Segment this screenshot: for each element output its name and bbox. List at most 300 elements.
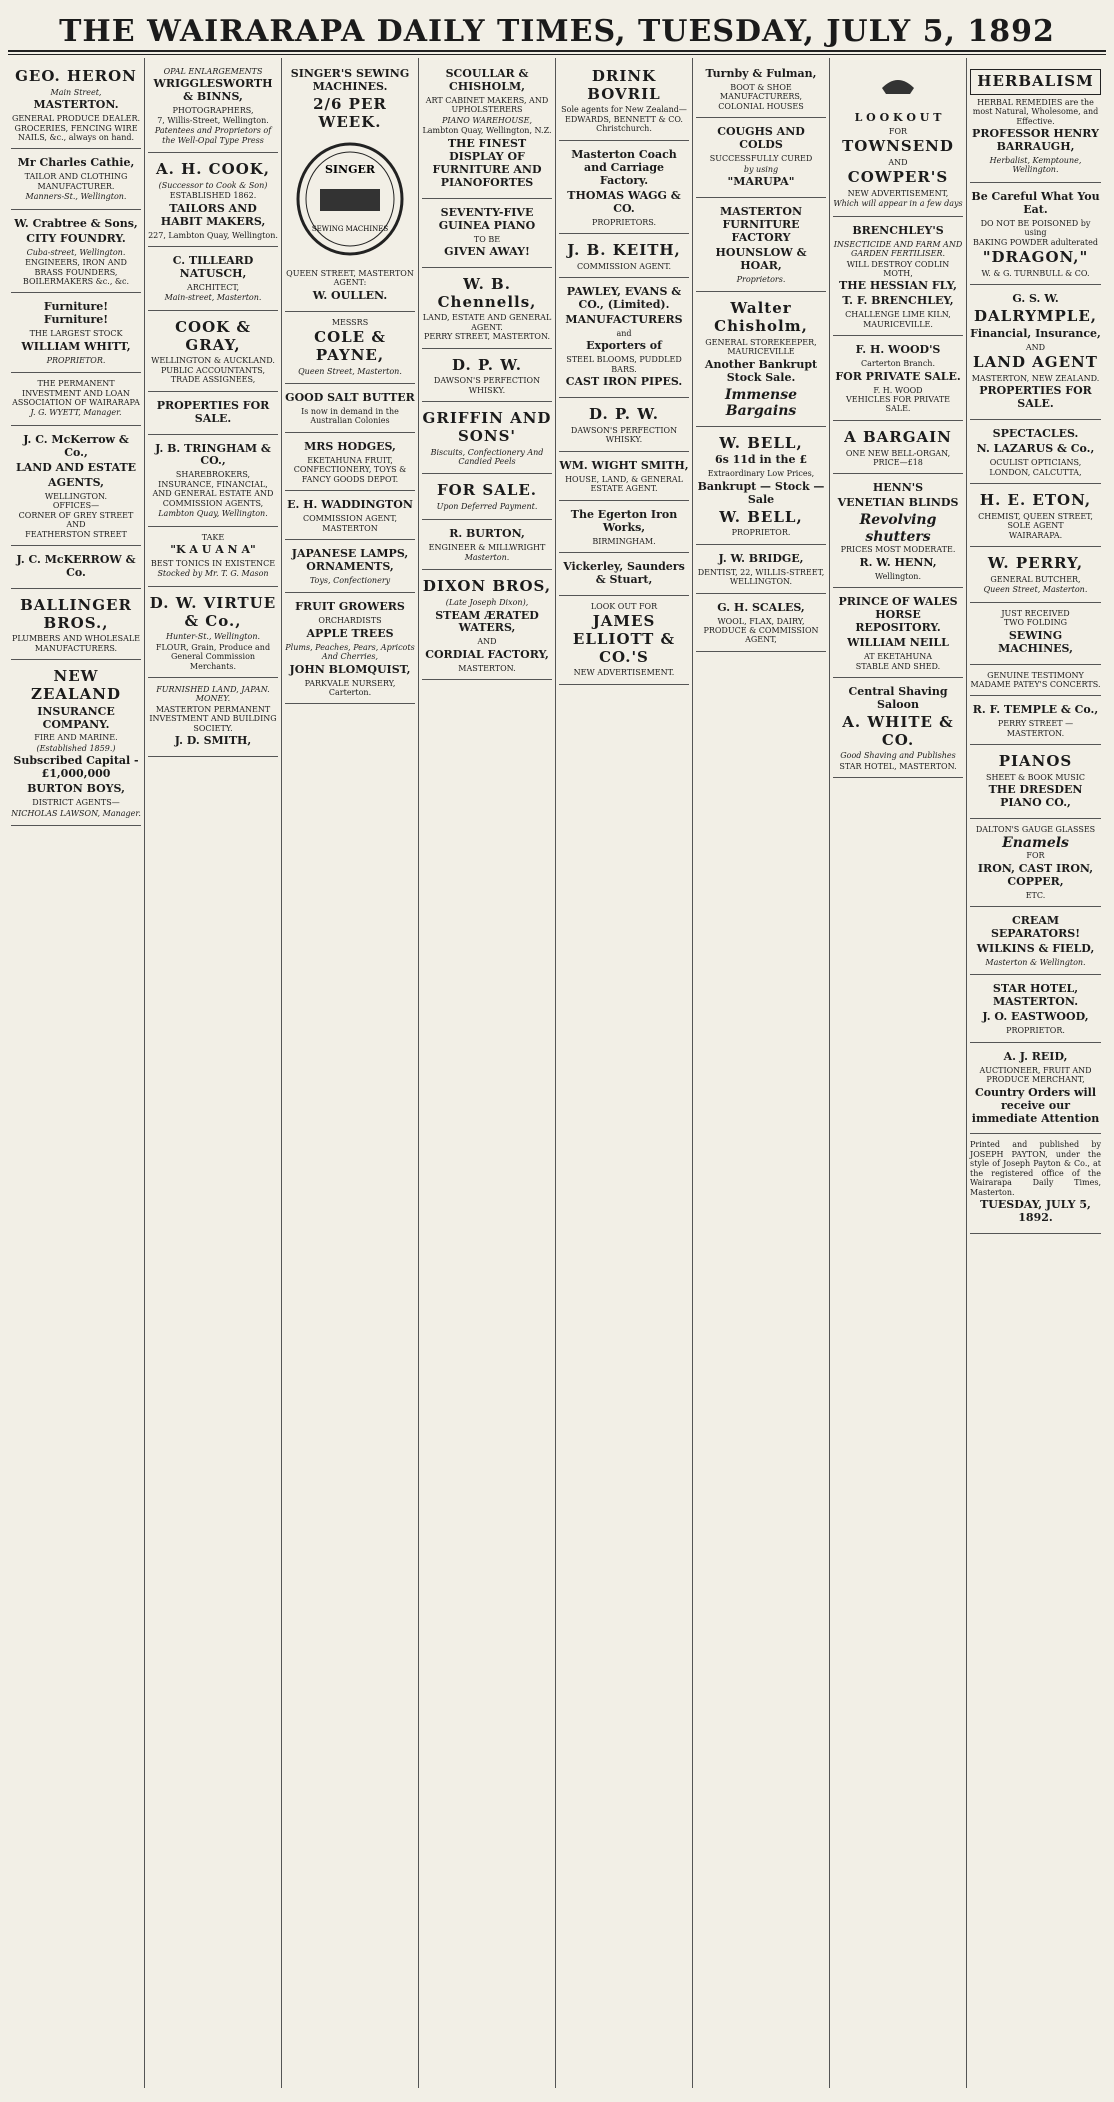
ad-title: OPAL ENLARGEMENTS bbox=[163, 67, 263, 76]
ad-line: AND bbox=[477, 637, 497, 647]
ad-title: J. B. KEITH, bbox=[567, 240, 681, 259]
ad-salt-butter bbox=[285, 384, 415, 433]
ad-line: (Late Joseph Dixon), bbox=[445, 598, 529, 608]
ad-line: Lambton Quay, Wellington. bbox=[158, 509, 268, 519]
ad-line: TO BE bbox=[473, 234, 501, 244]
ad-line: HOUNSLOW & HOAR, bbox=[715, 245, 807, 272]
ad-mckerrow bbox=[11, 426, 141, 546]
ad-line: Financial, Insurance, bbox=[970, 326, 1101, 340]
masthead-rule-thin bbox=[8, 54, 1106, 55]
ad-title: PROPERTIES FOR SALE. bbox=[156, 398, 270, 425]
ad-eton bbox=[970, 484, 1101, 547]
ad-separators bbox=[970, 907, 1101, 975]
ad-line: Extraordinary Low Prices, bbox=[707, 469, 815, 479]
ad-line: GROCERIES, FENCING WIRE NAILS, &c., always on hand. bbox=[14, 123, 138, 142]
imprint bbox=[970, 1134, 1101, 1234]
ad-line: "DRAGON," bbox=[982, 248, 1089, 267]
ad-line: TAILOR AND CLOTHING MANUFACTURER. bbox=[24, 172, 128, 191]
ad-line: INSECTICIDE AND FARM AND GARDEN FERTILISER. bbox=[833, 239, 963, 259]
ad-line: THE HESSIAN FLY, bbox=[839, 279, 957, 293]
ad-line: W. OULLEN. bbox=[312, 288, 388, 302]
ad-line: ENGINEERS, IRON AND BRASS FOUNDERS, BOILERMAKERS &c., &c. bbox=[22, 258, 130, 286]
ad-line: CHEMIST, QUEEN STREET, bbox=[978, 511, 1093, 521]
ad-burton bbox=[422, 520, 552, 571]
ad-line: FOR bbox=[888, 126, 908, 136]
ad-title: HERBALISM bbox=[970, 69, 1101, 95]
ad-line: PROPRIETOR. bbox=[46, 355, 106, 365]
ad-line: LONDON, CALCUTTA, bbox=[989, 467, 1082, 477]
ad-title: Vickerley, Saunders & Stuart, bbox=[563, 560, 685, 586]
ad-title: Turnby & Fulman, bbox=[705, 67, 817, 80]
ad-line: FIRE AND MARINE. bbox=[34, 733, 118, 743]
ad-line: GENERAL BUTCHER, bbox=[990, 574, 1081, 584]
ad-title: The Egerton Iron Works, bbox=[570, 507, 678, 534]
column-5 bbox=[556, 58, 693, 2088]
ad-line: Good Shaving and Publishes bbox=[840, 751, 956, 761]
ad-title: PIANOS bbox=[998, 752, 1073, 771]
ad-title: Furniture! Furniture! bbox=[43, 300, 109, 327]
ad-title: GENUINE TESTIMONY bbox=[987, 670, 1084, 680]
ad-title: MASTERTON FURNITURE FACTORY bbox=[720, 205, 802, 244]
ad-line: "MARUPA" bbox=[727, 175, 795, 189]
ad-line: Hunter-St., Wellington. bbox=[165, 632, 261, 642]
ad-line: Patentees and Proprietors of the Well-Opal Type Press bbox=[154, 126, 272, 145]
ad-line: PIANO WAREHOUSE, bbox=[441, 115, 533, 125]
ad-line: MASTERTON bbox=[322, 523, 378, 533]
ad-line: EDWARDS, BENNETT & CO. Christchurch. bbox=[565, 114, 683, 134]
ad-title: J. C. McKerrow & Co., bbox=[23, 432, 129, 459]
imprint-text: Printed and published by JOSEPH PAYTON, under the style of Joseph Payton & Co., at the registered office of the Wairarapa Daily Times, Masterton. bbox=[970, 1140, 1101, 1197]
ad-perry bbox=[970, 547, 1101, 603]
ad-line: Queen Street, Masterton. bbox=[983, 585, 1088, 595]
ad-opal bbox=[148, 60, 278, 153]
ad-hodges bbox=[285, 433, 415, 491]
ad-line: PHOTOGRAPHERS, bbox=[172, 106, 254, 116]
ad-cole-payne bbox=[285, 312, 415, 384]
ad-line: J. O. EASTWOOD, bbox=[982, 1010, 1089, 1024]
ad-line: PARKVALE NURSERY, Carterton. bbox=[304, 678, 396, 698]
ad-line: A. WHITE & CO. bbox=[842, 712, 954, 749]
ad-line: FLOUR, Grain, Produce and General Commission Merchants. bbox=[155, 642, 271, 671]
ad-line: Another Bankrupt Stock Sale. bbox=[704, 357, 818, 384]
ad-line: IRON, CAST IRON, COPPER, bbox=[977, 861, 1094, 888]
ad-title: SPECTACLES. bbox=[992, 427, 1079, 441]
ad-marupa bbox=[696, 118, 826, 198]
ad-line: WILLIAM NEILL bbox=[847, 636, 949, 650]
ad-cathie bbox=[11, 149, 141, 209]
ad-price: 2/6 PER WEEK. bbox=[313, 94, 387, 131]
ad-line: GIVEN AWAY! bbox=[444, 244, 530, 258]
ad-line: OFFICES— bbox=[52, 501, 100, 511]
ad-keith bbox=[559, 234, 689, 278]
ad-title: TOWNSEND bbox=[842, 137, 954, 156]
ad-title: H. E. ETON, bbox=[979, 491, 1092, 510]
ad-japanese bbox=[285, 540, 415, 593]
ad-vickerley bbox=[559, 553, 689, 596]
ad-furnished bbox=[148, 678, 278, 757]
ad-line: AND bbox=[1025, 342, 1046, 352]
ad-title: D. P. W. bbox=[589, 405, 659, 424]
ad-line: APPLE TREES bbox=[306, 626, 394, 640]
ad-line: Masterton & Wellington. bbox=[985, 957, 1086, 967]
ad-line: WELLINGTON & AUCKLAND. bbox=[151, 356, 275, 366]
ad-title: COLE & PAYNE, bbox=[314, 328, 386, 364]
ad-line: THE FINEST DISPLAY OF FURNITURE AND PIANOFORTES bbox=[432, 136, 542, 189]
ad-line: VENETIAN BLINDS bbox=[837, 496, 959, 510]
ad-line: AND bbox=[888, 157, 908, 167]
ad-title: GRIFFIN AND SONS' bbox=[422, 409, 552, 445]
ad-line: W. & G. TURNBULL & CO. bbox=[981, 268, 1090, 278]
ad-coach bbox=[559, 141, 689, 234]
ad-dpw-2 bbox=[559, 398, 689, 452]
ad-title: FRUIT GROWERS bbox=[295, 600, 405, 614]
ad-line: COLONIAL HOUSES bbox=[718, 101, 804, 111]
ad-line: BURTON BOYS, bbox=[27, 782, 125, 796]
ad-line: NEW ADVERTISEMENT, bbox=[847, 188, 949, 198]
ad-title: W. BELL, bbox=[719, 433, 803, 452]
ad-turnby bbox=[696, 60, 826, 118]
ad-title: SCOULLAR & CHISHOLM, bbox=[445, 67, 529, 93]
ad-line: and bbox=[616, 329, 632, 338]
ad-line: FOR PRIVATE SALE. bbox=[835, 369, 961, 383]
ad-line: F. H. WOOD bbox=[873, 385, 923, 395]
ad-line: WELLINGTON. bbox=[44, 491, 108, 501]
ad-baking bbox=[970, 183, 1101, 285]
ad-line: PLUMBERS AND WHOLESALE MANUFACTURERS. bbox=[11, 634, 140, 653]
ad-line: THOMAS WAGG & CO. bbox=[567, 188, 681, 215]
ad-line: MASTERTON, NEW ZEALAND. bbox=[971, 373, 1100, 383]
ad-herbalism bbox=[970, 60, 1101, 183]
ad-line: COWPER'S bbox=[847, 168, 949, 187]
ad-line: NEW ADVERTISEMENT. bbox=[573, 668, 675, 678]
ad-title: THE PERMANENT INVESTMENT AND LOAN ASSOCIATION OF WAIRARAPA bbox=[12, 379, 140, 408]
ad-line: SHEET & BOOK MUSIC bbox=[985, 772, 1086, 782]
ad-line: NICHOLAS LAWSON, Manager. bbox=[11, 808, 141, 818]
ad-title: BRENCHLEY'S bbox=[852, 223, 944, 237]
column-4 bbox=[419, 58, 556, 2088]
ad-line: MESSRS bbox=[331, 317, 369, 327]
ad-cook-gray bbox=[148, 311, 278, 392]
ad-for-sale bbox=[422, 474, 552, 519]
ad-title: F. H. WOOD'S bbox=[855, 343, 941, 357]
ad-permanent bbox=[11, 373, 141, 426]
ad-line: PROPRIETORS. bbox=[591, 217, 657, 227]
ad-line: MASTERTON. bbox=[33, 98, 119, 112]
ad-line: FEATHERSTON STREET bbox=[25, 529, 127, 539]
ad-title: Walter Chisholm, bbox=[714, 299, 808, 336]
ad-dixon bbox=[422, 570, 552, 680]
column-6 bbox=[693, 58, 830, 2088]
ad-line: Exporters of bbox=[586, 339, 662, 353]
ad-line: LAND AND ESTATE bbox=[15, 460, 137, 474]
ad-title: STAR HOTEL, MASTERTON. bbox=[992, 982, 1079, 1009]
ad-line: CAST IRON PIPES. bbox=[565, 375, 683, 389]
ad-line: THE LARGEST STOCK bbox=[29, 329, 123, 339]
ad-title: FOR SALE. bbox=[436, 481, 538, 500]
ad-chisholm bbox=[696, 292, 826, 426]
column-1 bbox=[8, 58, 145, 2088]
ad-bargain bbox=[833, 421, 963, 475]
ad-title: D. P. W. bbox=[452, 355, 522, 374]
ad-title: SINGER'S SEWING MACHINES. bbox=[290, 67, 410, 93]
ad-line: BIRMINGHAM. bbox=[592, 536, 656, 546]
ad-line: LAND AGENT bbox=[973, 353, 1098, 372]
ad-line: GENERAL PRODUCE DEALER. bbox=[11, 114, 141, 124]
ad-line: (Successor to Cook & Son) bbox=[158, 180, 268, 190]
ad-line: PROFESSOR HENRY BARRAUGH, bbox=[972, 127, 1099, 153]
ad-title: PAWLEY, EVANS & CO., (Limited). bbox=[566, 285, 682, 312]
ad-line: BAKING POWDER adulterated bbox=[973, 237, 1098, 247]
ad-title: G. S. W. bbox=[1012, 292, 1059, 306]
ad-line: ETC. bbox=[1025, 890, 1046, 900]
ad-title: J. B. TRINGHAM & CO., bbox=[155, 441, 271, 468]
ad-title: A. H. COOK, bbox=[155, 160, 271, 179]
ad-title: J. C. McKERROW & Co. bbox=[16, 552, 136, 579]
ad-scoullar bbox=[422, 60, 552, 199]
ad-scales bbox=[696, 594, 826, 652]
ad-line: Main-street, Masterton. bbox=[164, 293, 262, 303]
ad-singer bbox=[285, 60, 415, 312]
ad-line: WAIRARAPA. bbox=[1008, 530, 1063, 540]
ad-line: ENGINEER & MILLWRIGHT bbox=[428, 542, 546, 552]
ad-line: LAND, ESTATE AND GENERAL AGENT. bbox=[422, 313, 552, 332]
ad-line: Country Orders will receive our immediate Attention bbox=[971, 1085, 1100, 1125]
ad-line: J. D. SMITH, bbox=[174, 734, 252, 748]
ad-natusch bbox=[148, 247, 278, 311]
ad-line: AT EKETAHUNA bbox=[863, 652, 933, 662]
ad-line: Lambton Quay, Wellington, N.Z. bbox=[422, 126, 552, 136]
column-8 bbox=[967, 58, 1104, 2088]
ad-line: GENERAL STOREKEEPER, bbox=[705, 337, 817, 347]
ad-line: WOOL, FLAX, DAIRY, PRODUCE & COMMISSION AGENT, bbox=[703, 616, 819, 645]
ad-title: R. BURTON, bbox=[449, 526, 525, 540]
ad-sewing-machines bbox=[970, 603, 1101, 665]
ad-line: CORNER OF GREY STREET bbox=[18, 510, 134, 520]
ad-title: D. W. VIRTUE & Co., bbox=[149, 593, 277, 630]
newspaper-title: THE WAIRARAPA DAILY TIMES, TUESDAY, JULY 5, 1892 bbox=[59, 14, 1055, 49]
ad-line: PRICES MOST MODERATE. bbox=[840, 545, 956, 555]
ad-line: DO NOT BE POISONED by using bbox=[980, 218, 1091, 238]
ad-line: DENTIST, 22, WILLIS-STREET, WELLINGTON. bbox=[697, 567, 825, 587]
ad-wood bbox=[833, 336, 963, 421]
ad-nz-insurance bbox=[11, 660, 141, 826]
ad-line: ESTABLISHED 1862. bbox=[169, 191, 257, 201]
ad-elliott bbox=[559, 596, 689, 685]
ad-waddington bbox=[285, 491, 415, 540]
ad-bell bbox=[696, 427, 826, 545]
ad-dpw bbox=[422, 349, 552, 403]
ad-line: Sole agents for New Zealand— bbox=[561, 105, 687, 115]
ad-line: W. BELL, bbox=[719, 507, 803, 526]
ad-line: DALRYMPLE, bbox=[974, 307, 1097, 326]
ad-title: FURNISHED LAND, JAPAN. MONEY. bbox=[156, 685, 270, 704]
ad-wales bbox=[833, 588, 963, 678]
ad-line: T. F. BRENCHLEY, bbox=[842, 294, 954, 308]
ad-title: Central Shaving Saloon bbox=[848, 685, 948, 712]
ad-ballinger bbox=[11, 589, 141, 660]
ad-line: STAR HOTEL, MASTERTON. bbox=[839, 761, 957, 771]
ad-geo-heron bbox=[11, 60, 141, 149]
ad-title: WM. WIGHT SMITH, bbox=[559, 458, 689, 472]
ad-line: R. W. HENN, bbox=[859, 555, 937, 569]
ad-line: 7, Willis-Street, Wellington. bbox=[157, 115, 269, 125]
ad-line: AND bbox=[66, 520, 86, 530]
ad-title: GOOD SALT BUTTER bbox=[285, 391, 415, 405]
ad-brenchley bbox=[833, 217, 963, 337]
ad-cook bbox=[148, 153, 278, 247]
ad-line: DAWSON'S PERFECTION WHISKY. bbox=[570, 425, 678, 445]
ad-title: Be Careful What You Eat. bbox=[971, 189, 1100, 216]
ad-line: Which will appear in a few days bbox=[833, 199, 963, 209]
ad-temple bbox=[970, 696, 1101, 745]
ad-line: (Established 1859.) bbox=[36, 743, 116, 753]
ad-line: VEHICLES FOR PRIVATE SALE. bbox=[845, 395, 951, 414]
ad-title: C. TILLEARD NATUSCH, bbox=[172, 254, 254, 281]
ad-line: DAWSON'S PERFECTION WHISKY. bbox=[433, 376, 541, 395]
ad-line: TAILORS AND HABIT MAKERS, bbox=[160, 201, 266, 228]
ad-line: Carterton Branch. bbox=[860, 359, 935, 369]
ad-line: TWO FOLDING bbox=[1003, 618, 1068, 628]
ad-virtue bbox=[148, 587, 278, 678]
ad-blinds bbox=[833, 474, 963, 588]
ad-line: THE DRESDEN PIANO CO., bbox=[988, 783, 1083, 810]
ad-title: BALLINGER BROS., bbox=[20, 595, 132, 632]
ad-title: MRS HODGES, bbox=[304, 439, 396, 453]
ad-star-hotel bbox=[970, 975, 1101, 1042]
ad-spectacles bbox=[970, 420, 1101, 484]
ad-line: PROPERTIES FOR SALE. bbox=[979, 384, 1092, 411]
ad-testimony bbox=[970, 665, 1101, 697]
ad-line: Main Street, bbox=[50, 87, 102, 97]
ad-line: SHAREBROKERS, INSURANCE, FINANCIAL, AND GENERAL ESTATE AND COMMISSION AGENTS, bbox=[152, 470, 274, 508]
ad-furniture bbox=[11, 293, 141, 373]
ad-griffin bbox=[422, 402, 552, 474]
ad-title: COUGHS AND COLDS bbox=[717, 125, 805, 152]
column-2 bbox=[145, 58, 282, 2088]
ad-title: NEW ZEALAND bbox=[31, 667, 121, 703]
ad-line: MAURICEVILLE bbox=[727, 347, 795, 357]
ad-line: PROPRIETOR. bbox=[1006, 1026, 1065, 1036]
ad-title: W. PERRY, bbox=[987, 554, 1084, 573]
ad-title: W. Crabtree & Sons, bbox=[14, 216, 138, 230]
ad-egerton bbox=[559, 501, 689, 553]
ad-line: Upon Deferred Payment. bbox=[436, 502, 538, 512]
ad-properties bbox=[148, 392, 278, 435]
ad-dalrymple bbox=[970, 285, 1101, 420]
ad-line: 227, Lambton Quay, Wellington. bbox=[148, 230, 278, 240]
masthead bbox=[0, 0, 1114, 48]
ad-title: JAMES ELLIOTT & CO.'S bbox=[572, 612, 676, 666]
ad-line: AGENT: bbox=[333, 278, 367, 288]
ad-line: J. G. WYETT, Manager. bbox=[30, 408, 122, 418]
ad-line: JUST RECEIVED bbox=[1001, 608, 1070, 618]
emblem-text-bottom: SEWING MACHINES bbox=[311, 225, 389, 234]
ad-line: STEEL BLOOMS, PUDDLED BARS. bbox=[566, 355, 682, 374]
ad-line: JOHN BLOMQUIST, bbox=[289, 662, 411, 676]
ad-line: N. LAZARUS & Co., bbox=[976, 442, 1095, 456]
ad-line: Plums, Peaches, Pears, Apricots And Cherries, bbox=[285, 642, 415, 662]
ad-title: R. F. TEMPLE & Co., bbox=[972, 703, 1099, 717]
ad-line: Cuba-street, Wellington. bbox=[26, 247, 126, 257]
ad-line: STEAM ÆRATED WATERS, bbox=[435, 608, 539, 635]
ad-line: STABLE AND SHED. bbox=[855, 661, 941, 671]
ad-line: WILLIAM WHITT, bbox=[21, 339, 131, 353]
ad-title: PRINCE OF WALES HORSE REPOSITORY. bbox=[838, 595, 958, 635]
ad-furniture-factory bbox=[696, 198, 826, 292]
ad-title: SEVENTY-FIVE GUINEA PIANO bbox=[438, 205, 536, 232]
ad-line: MANUFACTURERS bbox=[565, 313, 683, 327]
ad-reid bbox=[970, 1043, 1101, 1135]
ad-wight-smith bbox=[559, 452, 689, 501]
ad-pianos bbox=[970, 745, 1101, 819]
ad-tringham bbox=[148, 435, 278, 527]
ad-line: TAKE bbox=[201, 532, 225, 542]
ad-fruit bbox=[285, 593, 415, 704]
ad-line: Is now in demand in the Australian Colonies bbox=[301, 406, 399, 426]
ad-line: BEST TONICS IN EXISTENCE bbox=[150, 559, 276, 569]
saddle-icon bbox=[878, 66, 918, 106]
ad-line: HERBAL REMEDIES are the most Natural, Wholesome, and Effective. bbox=[972, 97, 1099, 126]
ad-title: CREAM SEPARATORS! bbox=[990, 914, 1081, 941]
ad-line: MADAME PATEY'S CONCERTS. bbox=[970, 679, 1101, 689]
ad-line: Masterton. bbox=[464, 552, 510, 562]
ad-line: LOOK OUT FOR bbox=[590, 601, 658, 611]
ad-line: EKETAHUNA FRUIT, CONFECTIONERY, TOYS & FANCY GOODS DEPOT. bbox=[293, 455, 407, 484]
masthead-rule bbox=[8, 50, 1106, 52]
ad-line: AUCTIONEER, FRUIT AND PRODUCE MERCHANT, bbox=[979, 1065, 1092, 1085]
ad-shaving bbox=[833, 678, 963, 778]
ad-piano-giveaway bbox=[422, 199, 552, 268]
ad-line: AGENTS, bbox=[48, 475, 104, 489]
ad-line: Biscuits, Confectionery And Candied Peels bbox=[430, 447, 544, 466]
ad-title: DIXON BROS, bbox=[422, 577, 552, 596]
column-3 bbox=[282, 58, 419, 2088]
columns bbox=[8, 58, 1106, 2088]
ad-line: SUCCESSFULLY CURED bbox=[709, 154, 813, 164]
ad-line: Bankrupt — Stock — Sale bbox=[697, 479, 825, 506]
ad-title: DALTON'S GAUGE GLASSES bbox=[975, 825, 1096, 835]
ad-lookout bbox=[833, 60, 963, 217]
ad-line: Stocked by Mr. T. G. Mason bbox=[157, 569, 269, 579]
ad-line: QUEEN STREET, MASTERTON bbox=[286, 268, 414, 278]
ad-title: Mr Charles Cathie, bbox=[17, 156, 135, 170]
ad-line: FOR bbox=[1026, 851, 1045, 861]
emblem-text-top: SINGER bbox=[324, 163, 376, 177]
ad-title: J. W. BRIDGE, bbox=[718, 551, 804, 565]
ad-title: G. H. SCALES, bbox=[717, 600, 805, 614]
ad-line: INSURANCE COMPANY. bbox=[37, 704, 115, 731]
ad-line: PERRY STREET, MASTERTON. bbox=[423, 332, 551, 342]
ad-line: Immense Bargains bbox=[724, 386, 798, 420]
ad-line: Manners-St., Wellington. bbox=[25, 192, 127, 202]
ad-line: BOOT & SHOE MANUFACTURERS, bbox=[719, 82, 803, 102]
ad-line: WRIGGLESWORTH & BINNS, bbox=[153, 77, 273, 104]
ad-title: A BARGAIN bbox=[844, 427, 952, 446]
ad-bovril bbox=[559, 60, 689, 141]
ad-title: SEWING MACHINES, bbox=[998, 628, 1073, 655]
ad-line: PROPRIETOR. bbox=[731, 528, 791, 538]
imprint-date: TUESDAY, JULY 5, 1892. bbox=[980, 1198, 1091, 1225]
ad-line: by using bbox=[743, 164, 779, 174]
ad-title: DRINK BOVRIL bbox=[587, 67, 661, 103]
ad-line: PRICE—£18 bbox=[873, 458, 923, 468]
ad-title: COOK & GRAY, bbox=[175, 317, 251, 354]
ad-line: Wellington. bbox=[875, 571, 921, 581]
ad-crabtree bbox=[11, 210, 141, 294]
ad-line: OCULIST OPTICIANS, bbox=[989, 458, 1082, 468]
ad-title: A. J. REID, bbox=[1003, 1049, 1068, 1063]
ad-line: HOUSE, LAND, & GENERAL ESTATE AGENT. bbox=[565, 474, 683, 494]
